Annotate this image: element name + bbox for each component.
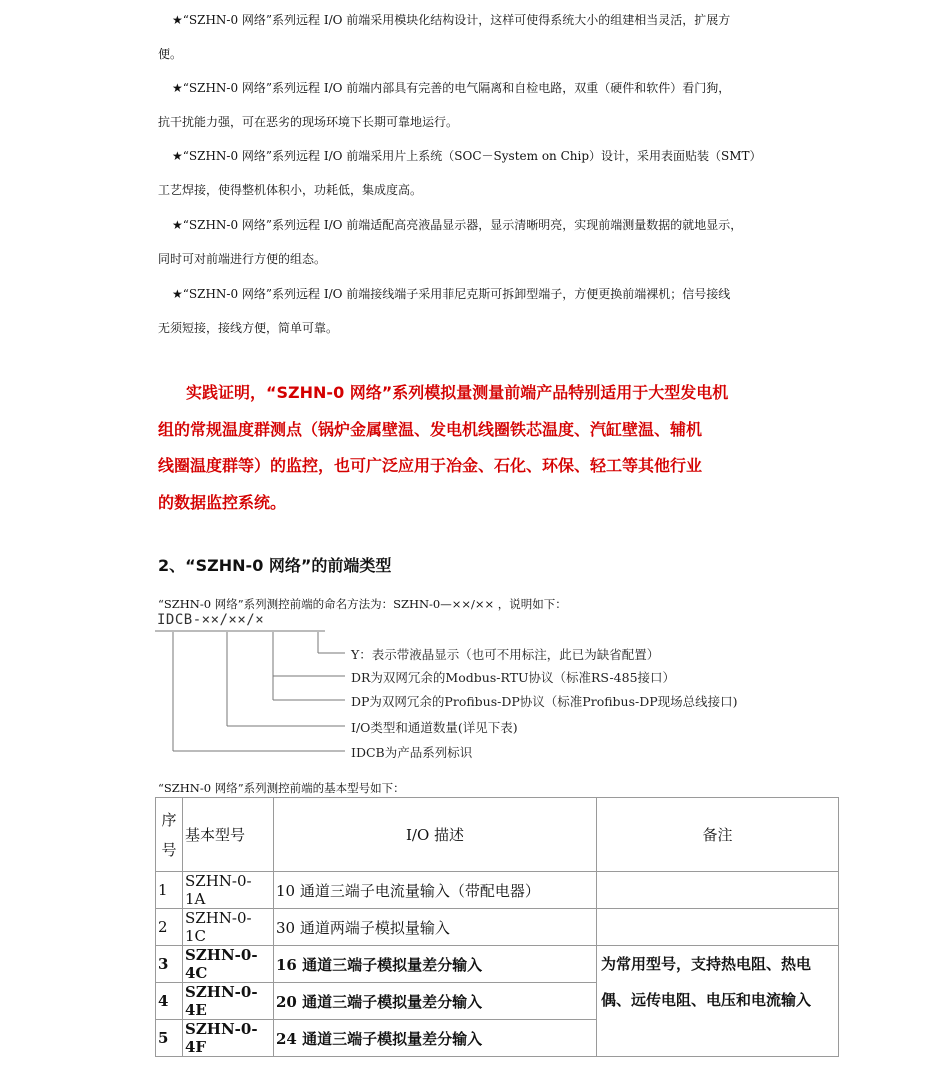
models-table bbox=[155, 797, 839, 1057]
header-note: 备注 bbox=[597, 798, 839, 872]
cell-model: SZHN-0-4C bbox=[183, 946, 274, 983]
table-intro: “SZHN-0 网络”系列测控前端的基本型号如下： bbox=[158, 781, 405, 795]
cell-seq: 1 bbox=[156, 872, 183, 909]
feature-line: 工艺焊接，使得整机体积小，功耗低，集成度高。 bbox=[158, 183, 423, 197]
feature-paragraph-1 bbox=[158, 3, 823, 71]
header-model: 基本型号 bbox=[183, 798, 274, 872]
feature-line: ★“SZHN-0 网络”系列远程 I/O 前端采用模块化结构设计，这样可使得系统大小的组建相当灵活，扩展方 bbox=[172, 13, 731, 27]
bracket-lines bbox=[155, 612, 855, 762]
legend-dp: DP为双网冗余的Profibus-DP协议（标准Profibus-DP现场总线接口) bbox=[351, 694, 738, 709]
legend-y: Y：表示带液晶显示（也可不用标注，此已为缺省配置） bbox=[351, 647, 660, 662]
header-desc: I/O 描述 bbox=[274, 798, 597, 872]
cell-desc: 16 通道三端子模拟量差分输入 bbox=[274, 946, 597, 983]
section-title: 2、“SZHN-0 网络”的前端类型 bbox=[158, 556, 392, 575]
naming-code: IDCB-××/××/× bbox=[157, 612, 265, 628]
feature-paragraph-5 bbox=[158, 277, 823, 345]
highlight-line: 实践证明，“SZHN-0 网络”系列模拟量测量前端产品特别适用于大型发电机 bbox=[186, 383, 729, 402]
naming-diagram bbox=[155, 612, 855, 762]
table-header-row bbox=[156, 798, 839, 872]
legend-dr: DR为双网冗余的Modbus-RTU协议（标准RS-485接口） bbox=[351, 670, 676, 685]
naming-intro: “SZHN-0 网络”系列测控前端的命名方法为：SZHN-0—××/×× ，说明如下： bbox=[158, 597, 567, 611]
cell-seq: 4 bbox=[156, 983, 183, 1020]
feature-line: ★“SZHN-0 网络”系列远程 I/O 前端采用片上系统（SOC－System on Chip）设计，采用表面贴装（SMT） bbox=[172, 149, 762, 163]
highlight-line: 线圈温度群等）的监控，也可广泛应用于冶金、石化、环保、轻工等其他行业 bbox=[158, 456, 703, 475]
cell-model: SZHN-0-4F bbox=[183, 1020, 274, 1057]
cell-desc: 20 通道三端子模拟量差分输入 bbox=[274, 983, 597, 1020]
highlight-line: 组的常规温度群测点（锅炉金属壁温、发电机线圈铁芯温度、汽缸壁温、辅机 bbox=[158, 419, 703, 439]
cell-model: SZHN-0-4E bbox=[183, 983, 274, 1020]
feature-line: ★“SZHN-0 网络”系列远程 I/O 前端接线端子采用菲尼克斯可拆卸型端子，方便更换前端裸机；信号接线 bbox=[172, 287, 731, 301]
merged-note-cell: 为常用型号，支持热电阻、热电偶、远传电阻、电压和电流输入 bbox=[597, 946, 839, 1057]
cell-desc: 30 通道两端子模拟量输入 bbox=[274, 909, 597, 946]
feature-paragraph-4 bbox=[158, 208, 823, 276]
table-row bbox=[156, 946, 839, 983]
cell-note bbox=[597, 909, 839, 946]
feature-line: 便。 bbox=[158, 47, 183, 61]
cell-model: SZHN-0-1C bbox=[183, 909, 274, 946]
feature-paragraph-3 bbox=[158, 139, 823, 207]
feature-line: 无须短接，接线方便，简单可靠。 bbox=[158, 321, 339, 335]
feature-line: 抗干扰能力强，可在恶劣的现场环境下长期可靠地运行。 bbox=[158, 115, 459, 129]
cell-seq: 5 bbox=[156, 1020, 183, 1057]
cell-note bbox=[597, 872, 839, 909]
feature-line: ★“SZHN-0 网络”系列远程 I/O 前端内部具有完善的电气隔离和自检电路，双重（硬件和软件）看门狗， bbox=[172, 81, 731, 95]
cell-seq: 2 bbox=[156, 909, 183, 946]
legend-idcb: IDCB为产品系列标识 bbox=[351, 745, 473, 760]
table-row bbox=[156, 909, 839, 946]
table-row bbox=[156, 872, 839, 909]
cell-model: SZHN-0-1A bbox=[183, 872, 274, 909]
highlight-paragraph bbox=[158, 375, 828, 521]
feature-paragraph-2 bbox=[158, 71, 823, 139]
header-seq: 序 号 bbox=[156, 798, 183, 872]
cell-seq: 3 bbox=[156, 946, 183, 983]
highlight-line: 的数据监控系统。 bbox=[158, 492, 287, 512]
cell-desc: 10 通道三端子电流量输入（带配电器） bbox=[274, 872, 597, 909]
cell-desc: 24 通道三端子模拟量差分输入 bbox=[274, 1020, 597, 1057]
legend-io-type: I/O类型和通道数量(详见下表) bbox=[351, 720, 518, 735]
feature-line: 同时可对前端进行方便的组态。 bbox=[158, 252, 327, 266]
feature-line: ★“SZHN-0 网络”系列远程 I/O 前端适配高亮液晶显示器，显示清晰明亮，实现前端测量数据的就地显示， bbox=[172, 218, 743, 232]
